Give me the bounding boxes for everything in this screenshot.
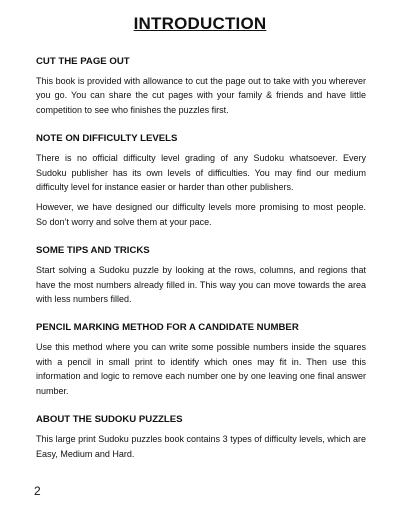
section-paragraph: This large print Sudoku puzzles book contains 3 types of difficulty levels, which are Easy, Medium and Hard. <box>36 434 366 459</box>
section-paragraph: However, we have designed our difficulty levels more promising to most people. So don’t worry and solve them at your pace. <box>36 202 366 227</box>
page-number: 2 <box>34 484 41 498</box>
section-heading: CUT THE PAGE OUT <box>36 56 130 67</box>
section-pencil-marking <box>36 322 366 398</box>
section-heading: SOME TIPS AND TRICKS <box>36 245 150 257</box>
content-body <box>36 56 366 477</box>
section-heading: ABOUT THE SUDOKU PUZZLES <box>36 414 183 426</box>
section-paragraph: There is no official difficulty level grading of any Sudoku whatsoever. Every Sudoku publisher has its own levels of difficulties. You may find our medium difficulty level for instance easier or harder than other publishers. <box>36 153 366 193</box>
section-tips-and-tricks <box>36 245 366 306</box>
section-difficulty-levels <box>36 133 366 229</box>
page-title: INTRODUCTION <box>133 14 267 33</box>
section-paragraph: This book is provided with allowance to cut the page out to take with you wherever you go. You can share the cut pages with your family & friends and have little competition to see who finishes the puzzles first. <box>36 76 366 115</box>
section-cut-page-out <box>36 56 366 117</box>
section-paragraph: Start solving a Sudoku puzzle by looking at the rows, columns, and regions that have the most numbers already filled in. This way you can move towards the area with less numbers filled. <box>36 265 366 305</box>
section-about-puzzles <box>36 414 366 461</box>
section-heading: PENCIL MARKING METHOD FOR A CANDIDATE NUMBER <box>36 322 299 334</box>
section-heading: NOTE ON DIFFICULTY LEVELS <box>36 133 178 145</box>
section-paragraph: Use this method where you can write some possible numbers inside the squares with a pencil in small print to identify which ones may fit in. Then use this information and logic to remove each number one by one leaving one final answer number. <box>36 342 366 396</box>
